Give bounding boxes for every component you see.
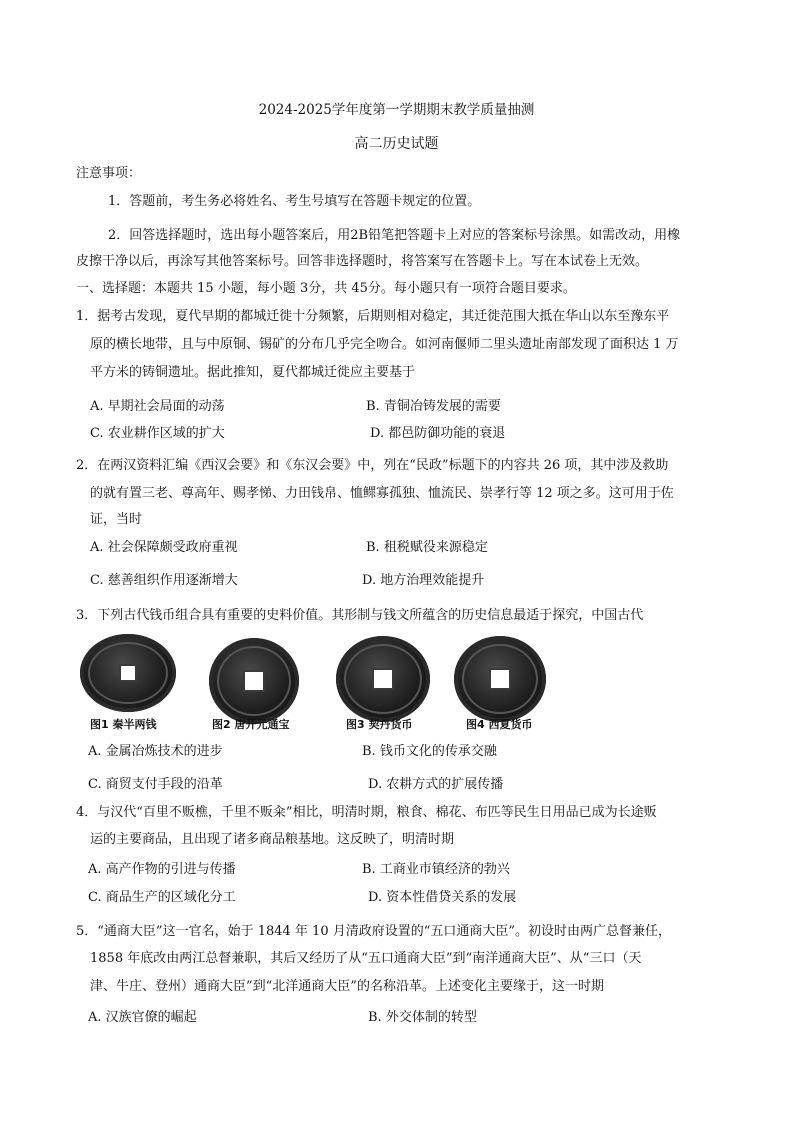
q4-line-1: 4．与汉代“百里不贩樵，千里不贩籴”相比，明清时期，粮食、棉花、布匹等民生日用品已成为长途贩 — [76, 805, 657, 820]
q5-option-b: B. 外交体制的转型 — [368, 1010, 477, 1025]
q4-line-2: 运的主要商品，且出现了诸多商品粮基地。这反映了，明清时期 — [90, 832, 455, 847]
q2-line-1: 2．在两汉资料汇编《西汉会要》和《东汉会要》中，列在“民政”标题下的内容共 26 项，其中涉及救助 — [76, 458, 669, 473]
q3-option-c: C. 商贸支付手段的沿革 — [88, 777, 223, 792]
notice-item-2-line-1: 2．回答选择题时，选出每小题答案后，用2B铅笔把答题卡上对应的答案标号涂黑。如需改动，用橡 — [108, 228, 681, 243]
exam-title: 2024-2025学年度第一学期期末教学质量抽测 — [258, 102, 535, 118]
q2-option-d: D. 地方治理效能提升 — [362, 573, 485, 588]
q3-option-d: D. 农耕方式的扩展传播 — [368, 777, 504, 792]
exam-subtitle: 高二历史试题 — [354, 136, 439, 152]
q3-option-b: B. 钱币文化的传承交融 — [362, 744, 497, 759]
q1-option-d: D. 都邑防御功能的衰退 — [370, 426, 506, 441]
q2-line-2: 的就有置三老、尊高年、赐孝悌、力田钱帛、恤鳏寡孤独、恤流民、崇孝行等 12 项之多。这可用于佐 — [90, 486, 674, 501]
q5-line-3: 津、牛庄、登州）通商大臣”到“北洋通商大臣”的名称沿革。上述变化主要缘于，这一时期 — [90, 979, 604, 994]
caption-figure-2: 图2 唐开元通宝 — [212, 718, 290, 731]
q1-line-1: 1．据考古发现，夏代早期的都城迁徙十分频繁，后期则相对稳定，其迁徙范围大抵在华山以东至豫东平 — [76, 309, 670, 324]
q1-line-3: 平方米的铸铜遗址。据此推知，夏代都城迁徙应主要基于 — [90, 365, 416, 380]
caption-figure-3: 图3 契丹货币 — [346, 718, 413, 731]
q3-option-a: A. 金属冶炼技术的进步 — [88, 744, 223, 759]
notice-item-2-line-2: 皮擦干净以后，再涂写其他答案标号。回答非选择题时，将答案写在答题卡上。写在本试卷上无效。 — [76, 254, 649, 269]
q4-option-c: C. 商品生产的区域化分工 — [88, 890, 236, 905]
q2-option-c: C. 慈善组织作用逐渐增大 — [90, 573, 238, 588]
caption-figure-4: 图4 西夏货币 — [466, 718, 533, 731]
q1-line-2: 原的横长地带，且与中原铜、锡矿的分布几乎完全吻合。如河南偃师二里头遗址南部发现了面积达 1 万 — [90, 337, 679, 352]
q1-option-a: A. 早期社会局面的动荡 — [90, 399, 225, 414]
q1-option-b: B. 青铜冶铸发展的需要 — [366, 399, 501, 414]
q4-option-d: D. 资本性借贷关系的发展 — [368, 890, 517, 905]
coin-xixia — [454, 636, 546, 722]
q4-option-a: A. 高产作物的引进与传播 — [88, 862, 236, 877]
coin-image-qin-banliang — [80, 634, 176, 712]
q5-option-a: A. 汉族官僚的崛起 — [88, 1010, 197, 1025]
coin-image-kaiyuan — [209, 638, 299, 724]
q3-line-1: 3．下列古代钱币组合具有重要的史料价值。其形制与钱文所蕴含的历史信息最适于探究，中国古代 — [76, 608, 644, 623]
q4-option-b: B. 工商业市镇经济的勃兴 — [362, 862, 510, 877]
coin-qin-banliang — [80, 634, 176, 712]
section-1-heading: 一、选择题：本题共 15 小题，每小题 3分，共 45分。每小题只有一项符合题目要求。 — [76, 281, 576, 296]
q5-line-2: 1858 年底改由两江总督兼职，其后又经历了从“五口通商大臣”到“南洋通商大臣”、从“三口（天 — [90, 951, 642, 966]
coin-image-xixia — [454, 636, 546, 722]
q5-line-1: 5．“通商大臣”这一官名，始于 1844 年 10 月清政府设置的“五口通商大臣”。初设时由两广总督兼任， — [76, 924, 672, 939]
notice-item-1: 1．答题前，考生务必将姓名、考生号填写在答题卡规定的位置。 — [108, 194, 481, 209]
notice-heading: 注意事项： — [76, 166, 142, 181]
q2-line-3: 证，当时 — [90, 512, 143, 527]
caption-figure-1: 图1 秦半两钱 — [90, 718, 157, 731]
q2-option-a: A. 社会保障颇受政府重视 — [90, 540, 238, 555]
coin-khitan — [336, 636, 430, 722]
q2-option-b: B. 租税赋役来源稳定 — [366, 540, 488, 555]
coin-kaiyuan-tongbao — [209, 638, 299, 724]
q1-option-c: C. 农业耕作区域的扩大 — [90, 426, 225, 441]
coin-image-khitan — [336, 636, 430, 722]
